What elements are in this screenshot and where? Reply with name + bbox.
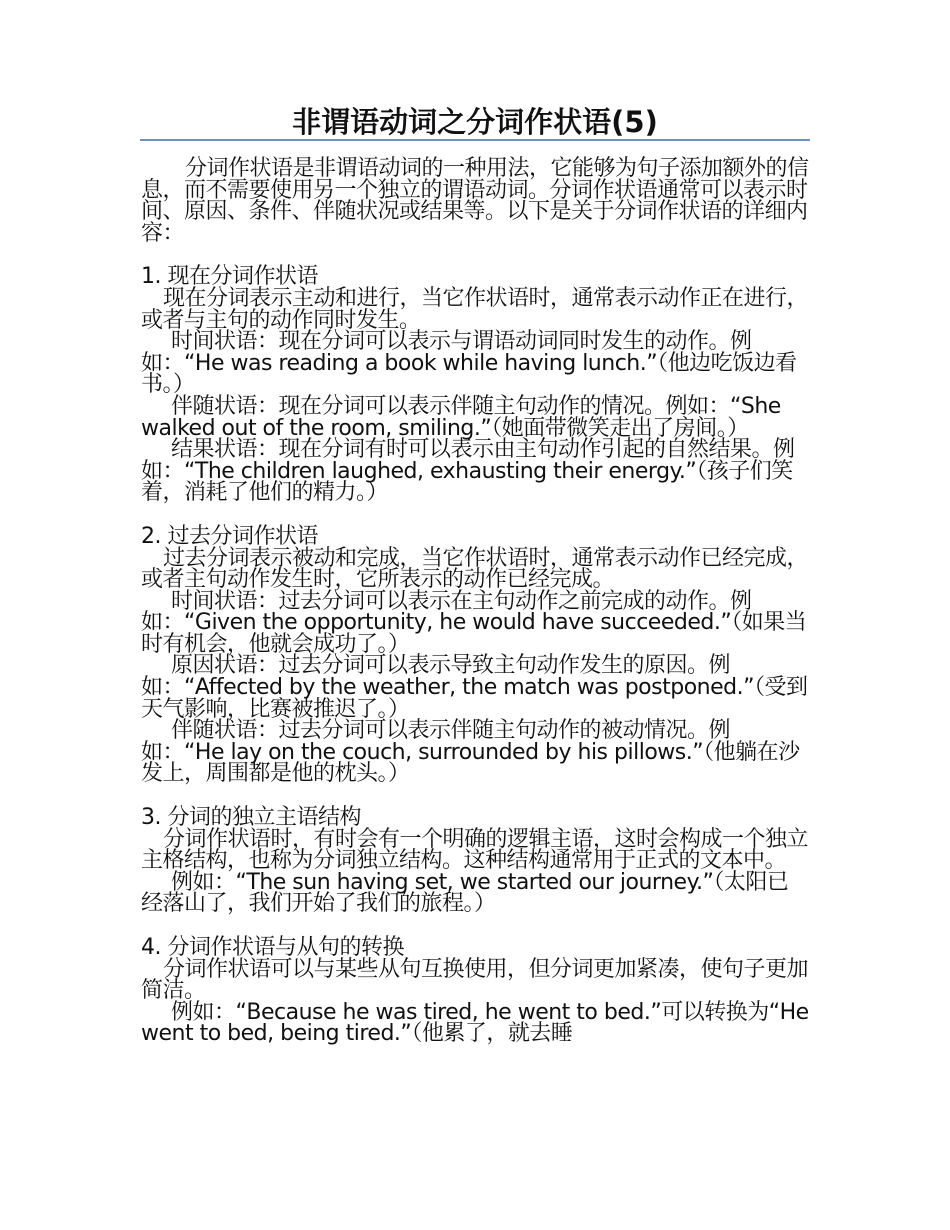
section-item: 时间状语：过去分词可以表示在主句动作之前完成的动作。例如：“Given the opportunity, he would have succeeded.”（如果当时有机会，他就会成功了。） — [141, 588, 807, 657]
section-item: 例如：“Because he was tired, he went to bed.”可以转换为“He went to bed, being tired.”（他累了，就去睡 — [141, 999, 809, 1047]
section-lead: 过去分词表示被动和完成，当它作状语时，通常表示动作已经完成，或者主句动作发生时，它所表示的动作已经完成。 — [141, 545, 809, 593]
section-item: 原因状语：过去分词可以表示导致主句动作发生的原因。例如：“Affected by the weather, the match was postponed.”（受到天气影响，比赛被推迟了。） — [141, 653, 808, 722]
section-item: 例如：“The sun having set, we started our journey.”（太阳已经落山了，我们开始了我们的旅程。） — [141, 869, 789, 917]
section-heading: 3. 分词的独立主语结构 — [141, 805, 361, 831]
section-item: 结果状语：现在分词有时可以表示由主句动作引起的自然结果。例如：“The children laughed, exhausting their energy.”（孩子们笑着，消耗了他们的精力。） — [141, 437, 795, 506]
section-heading: 1. 现在分词作状语 — [141, 264, 318, 290]
document-body — [141, 158, 809, 1045]
section-lead: 分词作状语时，有时会有一个明确的逻辑主语，这时会构成一个独立主格结构，也称为分词独立结构。这种结构通常用于正式的文本中。 — [141, 826, 809, 874]
paragraph-spacer — [141, 244, 809, 266]
paragraph-spacer — [141, 915, 809, 937]
section-heading: 2. 过去分词作状语 — [141, 523, 318, 549]
paragraph-spacer — [141, 504, 809, 526]
section-lead: 现在分词表示主动和进行，当它作状语时，通常表示动作正在进行，或者与主句的动作同时发生。 — [141, 285, 809, 333]
title-underline — [140, 139, 810, 141]
section-item: 伴随状语：过去分词可以表示伴随主句动作的被动情况。例如：“He lay on the couch, surrounded by his pillows.”（他躺在沙发上，周围都是他的枕头。） — [141, 718, 800, 787]
intro-paragraph: 分词作状语是非谓语动词的一种用法，它能够为句子添加额外的信息，而不需要使用另一个独立的谓语动词。分词作状语通常可以表示时间、原因、条件、伴随状况或结果等。以下是关于分词作状语的详细内容： — [141, 156, 809, 246]
section-heading: 4. 分词作状语与从句的转换 — [141, 935, 404, 960]
section-lead: 分词作状语可以与某些从句互换使用，但分词更加紧凑，使句子更加简洁。 — [141, 956, 809, 1004]
paragraph-spacer — [141, 785, 809, 807]
section-item: 伴随状语：现在分词可以表示伴随主句动作的情况。例如：“She walked out of the room, smiling.”（她面带微笑走出了房间。） — [141, 393, 781, 441]
page-title: 非谓语动词之分词作状语(5) — [292, 105, 658, 139]
section-item: 时间状语：现在分词可以表示与谓语动词同时发生的动作。例如：“He was reading a book while having lunch.”（他边吃饭边看书。） — [141, 329, 797, 398]
